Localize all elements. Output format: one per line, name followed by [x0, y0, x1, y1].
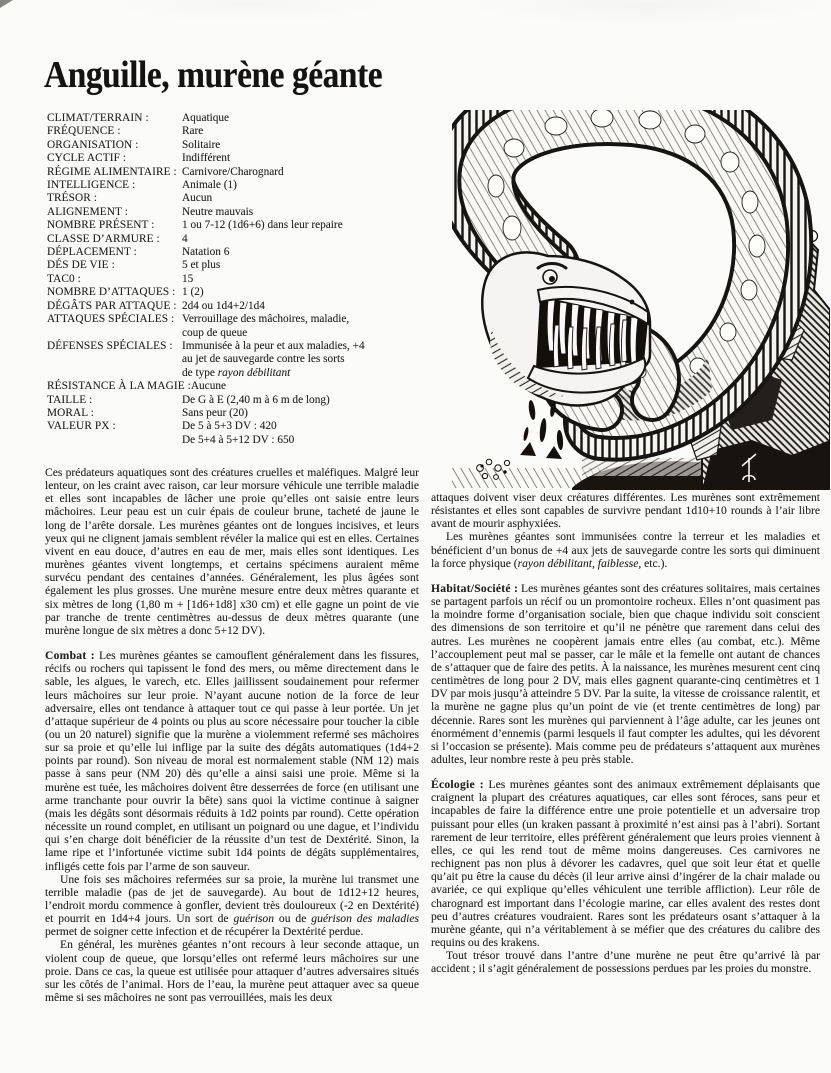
- stat-label: CLASSE D’ARMURE :: [47, 232, 160, 245]
- stat-value: [182, 259, 433, 272]
- text-run: Indifférent: [182, 152, 231, 165]
- text-run: Immunisée à la peur et aux maladies, +4: [182, 339, 365, 352]
- stat-row: [47, 219, 433, 232]
- stat-row: [47, 112, 433, 125]
- stat-value-line: [182, 246, 433, 259]
- stat-value-line: [182, 112, 433, 125]
- stat-row: [47, 300, 433, 313]
- stat-value-line: [182, 353, 433, 366]
- stat-value-line: [182, 327, 433, 340]
- stat-label: TAILLE :: [47, 393, 93, 406]
- paragraph: [45, 873, 419, 939]
- stat-value: [182, 192, 433, 205]
- text-run: attaques doivent viser deux créatures différentes. Les murènes sont extrêmement résistantes et elles sont capables de survivre pendant 1d10+10 rounds à l’air libre avant de mourir asphyxiées.: [431, 491, 820, 531]
- text-run: de type: [182, 366, 218, 379]
- stat-value-line: [182, 300, 433, 313]
- stat-label: VALEUR PX :: [47, 420, 116, 433]
- stat-value-line: [182, 420, 433, 433]
- stat-label: DÉFENSES SPÉCIALES :: [47, 339, 173, 352]
- italic-text: guérison: [233, 912, 275, 926]
- stat-value: [182, 300, 433, 313]
- stat-label: RÉSISTANCE À LA MAGIE :: [47, 380, 191, 393]
- italic-text: guérison des maladies: [311, 912, 419, 926]
- stat-block: [47, 112, 433, 447]
- stat-label: NOMBRE PRÉSENT :: [47, 219, 155, 232]
- stat-value-line: [182, 139, 433, 152]
- stat-row: [47, 273, 433, 286]
- stat-row: [47, 286, 433, 299]
- stat-value-line: [182, 434, 433, 447]
- text-run: etc.).: [641, 556, 668, 570]
- text-run: De 5+4 à 5+12 DV : 650: [182, 433, 295, 446]
- stat-value: [182, 112, 433, 125]
- stat-row: [47, 407, 433, 420]
- stat-value: [182, 233, 433, 246]
- stat-value: [182, 286, 433, 299]
- stat-value-line: [182, 125, 433, 138]
- stat-label: CLIMAT/TERRAIN :: [47, 112, 149, 124]
- stat-label: ALIGNEMENT :: [47, 205, 129, 218]
- text-run: 5 et plus: [182, 259, 221, 272]
- stat-value-line: [182, 179, 433, 192]
- stat-label: ATTAQUES SPÉCIALES :: [47, 313, 175, 326]
- stat-value: [182, 152, 433, 165]
- text-run: Les murènes géantes sont immunisées contre la terreur et les maladies et bénéficient d’un bonus de +4 aux jets de sauvegarde contre les sorts qui diminuent la force physique (: [431, 530, 820, 570]
- stat-value: [182, 246, 433, 259]
- stat-value: [182, 394, 433, 407]
- text-run: 1 (2): [182, 286, 204, 299]
- stat-value: [182, 219, 433, 232]
- stat-label: CYCLE ACTIF :: [47, 152, 127, 165]
- stat-value: [191, 380, 433, 393]
- text-run: Aquatique: [182, 112, 230, 124]
- text-run: permet de soigner cette infection et de récupérer la Dextérité perdue.: [45, 925, 364, 939]
- paragraph: [431, 530, 820, 569]
- text-run: Les murènes géantes sont des animaux extrêmement déplaisants que craignent la plupart des créatures aquatiques, car elles sont féroces, sans peur et incapables de faire la différence entre une proie potentielle et un adversaire trop puissant pour elles (un kraken passant à proximité n’est ainsi pas à l’abri). Sortant rarement de leur territoire, elles préfèrent généralement que leurs proies viennent à elles, ce qui les rend tout de même moins dangereuses. Ces carnivores ne rechignent pas non plus à dévorer les cadavres, quel que soit leur état et quelle qu’ait pu être la cause du décès (il leur arrive ainsi d’ingérer de la chair malade ou avariée, ce qui explique qu’elles véhiculent une terrible affliction). Leur rôle de charognard est important dans l’écologie marine, car elles avalent des restes dont peu d’autres créatures voudraient. Rares sont les prédateurs osant s’attaquer à la murène géante, qui n’a véritablement à se méfier que des créatures du calibre des requins ou des krakens.: [431, 778, 820, 949]
- text-run: coup de queue: [182, 326, 248, 339]
- stat-label: INTELLIGENCE :: [47, 179, 136, 192]
- page-title: Anguille, murène géante: [44, 54, 383, 97]
- stat-value-line: [182, 394, 433, 407]
- text-run: ou de: [274, 912, 312, 926]
- stat-value: [182, 125, 433, 138]
- stat-label: NOMBRE D’ATTAQUES :: [47, 286, 176, 299]
- stat-label: MORAL :: [47, 406, 95, 419]
- text-run: 2d4 ou 1d4+2/1d4: [182, 299, 265, 312]
- text-run: Les murènes géantes sont des créatures solitaires, mais certaines se partagent parfois un récif ou un promontoire rocheux. Elles n’ont quasiment pas la moindre forme d’organisation sociale, bien que chaque individu soit conscient des dimensions de son territoire et qu’il ne pénètre que rarement dans celui des autres. Les murènes ne coopèrent jamais entre elles (au combat, etc.). Même l’accouplement peut mal se passer, car le mâle et la femelle ont autant de chances de s’attaquer que de faire des petits. À la naissance, les murènes mesurent cent cinq centimètres de long pour 2 DV, mais elles gagnent quarante-cinq centimètres et 1 DV par mois jusqu’à atteindre 5 DV. Par la suite, la vitesse de croissance ralentit, et la murène ne gagne plus qu’un point de vie (et trente centimètres de long) par décennie. Rares sont les murènes qui parviennent à l’âge adulte, car les jeunes ont énormément d’ennemis (parmi lesquels il faut compter les adultes, qui les dévorent si l’occasion se présente). Mais comme peu de prédateurs s’attaquent aux murènes adultes, leur nombre reste à peu près stable.: [431, 581, 820, 766]
- stat-row: [47, 380, 433, 393]
- stat-row: [47, 152, 433, 165]
- section-paragraph: [431, 778, 820, 949]
- text-run: Natation 6: [182, 246, 230, 259]
- stat-row: [47, 420, 433, 447]
- text-run: Les murènes géantes se camouflent généralement dans les fissures, récifs ou rochers qui tapissent le fond des mers, ou même directement dans le sable, les algues, le varech, etc. Elles jaillissent soudainement pour refermer leurs mâchoires sur leur proie. N’ayant aucune notion de la force de leur adversaire, elles ont tendance à attaquer tout ce qui passe à leur portée. Un jet d’attaque supérieur de 4 points ou plus au score nécessaire pour toucher la cible (ou un 20 naturel) signifie que la murène a violemment refermé ses mâchoires sur sa proie et qu’elle lui inflige par la suite des dégâts automatiques (1d4+2 points par round). Son niveau de moral est normalement stable (NM 12) mais passe à sans peur (NM 20) dès qu’elle a ainsi saisi une proie. Même si la murène est tuée, les mâchoires doivent être desserrées de force (en utilisant une arme tranchante pour ouvrir la bête) sans quoi la victime continue à saigner (mais les dégâts sont désormais réduits à 1d2 points par round). Cette opération nécessite un round complet, en utilisant un poignard ou une dague, et l’individu qui s’en charge doit bénéficier de la réussite d’un test de Dextérité. Sinon, la lame ripe et l’infortunée victime subit 1d4 points de dégâts supplémentaires, infligés cette fois par l’arme de son sauveur.: [45, 649, 419, 873]
- section-heading: Écologie :: [431, 778, 484, 792]
- text-run: De G à E (2,40 m à 6 m de long): [182, 393, 330, 406]
- stat-value-line: [182, 407, 433, 420]
- stat-label: ORGANISATION :: [47, 138, 139, 151]
- stat-value-line: [182, 273, 433, 286]
- stat-row: [47, 313, 433, 340]
- stat-value: [182, 340, 433, 380]
- italic-text: rayon débilitant, faiblesse,: [517, 556, 642, 570]
- text-run: Animale (1): [182, 179, 237, 192]
- text-run: au jet de sauvegarde contre les sorts: [182, 353, 345, 366]
- text-run: Ces prédateurs aquatiques sont des créatures cruelles et maléfiques. Malgré leur lenteur, on les craint avec raison, car leur morsure véhicule une terrible maladie et elles sont incapables de lâcher une proie qu’elles ont saisie entre leurs mâchoires. Leur peau est un cuir épais de couleur brune, tacheté de jaune le long de l’arête dorsale. Les murènes géantes ont de longues incisives, et leurs yeux qui ne clignent jamais semblent révéler la malice qui est en elles. Certaines vivent en eau douce, d’autres en eau de mer, mais elles sont identiques. Les murènes géantes vivent longtemps, et certains spécimens auraient même survécu pendant des centaines d’années. Généralement, les plus âgées sont également les plus grosses. Une murène mesure entre deux mètres quarante et six mètres de long (1,80 m + [1d6+1d8] x30 cm) et elle gagne un point de vie par tranche de trente centimètres au-dessus de deux mètres quarante (une murène longue de six mètres a donc 5+12 DV).: [45, 466, 419, 637]
- stat-label: DÉGÂTS PAR ATTAQUE :: [47, 299, 177, 312]
- stat-value-line: [182, 233, 433, 246]
- text-run: Carnivore/Charognard: [182, 165, 284, 178]
- section-paragraph: [431, 582, 820, 766]
- stat-value-line: [182, 340, 433, 353]
- stat-value: [182, 206, 433, 219]
- scan-corner-artifact: [0, 0, 13, 8]
- body-text-left-column: [45, 466, 419, 1004]
- paragraph: [45, 938, 419, 1004]
- stat-row: [47, 394, 433, 407]
- stat-row: [47, 179, 433, 192]
- italic-text: rayon débilitant: [217, 366, 291, 379]
- stat-value-line: [182, 219, 433, 232]
- stat-value: [182, 313, 433, 340]
- text-run: 1 ou 7-12 (1d6+6) dans leur repaire: [182, 219, 343, 232]
- stat-label: TAC0 :: [47, 272, 81, 285]
- text-run: En général, les murènes géantes n’ont recours à leur seconde attaque, un violent coup de queue, que lorsqu’elles ont refermé leurs mâchoires sur une proie. Dans ce cas, la queue est utilisée pour attaquer d’autres adversaires situés sur les côtés de l’animal. Hors de l’eau, la murène peut attaquer avec sa queue même si ses mâchoires ne sont pas verrouillées, mais les deux: [45, 938, 419, 1005]
- text-run: 15: [182, 272, 194, 285]
- text-run: Solitaire: [182, 138, 221, 151]
- text-run: Aucune: [190, 380, 227, 393]
- stat-row: [47, 206, 433, 219]
- stat-row: [47, 340, 433, 380]
- stat-value-line: [182, 367, 433, 380]
- stat-value: [182, 166, 433, 179]
- text-run: Rare: [182, 125, 204, 138]
- stat-row: [47, 125, 433, 138]
- text-run: 4: [182, 232, 188, 245]
- stat-value-line: [182, 166, 433, 179]
- stat-value: [182, 139, 433, 152]
- stat-value-line: [182, 206, 433, 219]
- moray-eel-drawing: [452, 110, 830, 490]
- section-paragraph: [45, 649, 419, 873]
- text-run: De 5 à 5+3 DV : 420: [182, 420, 277, 433]
- stat-value-line: [182, 286, 433, 299]
- text-run: Neutre mauvais: [182, 205, 254, 218]
- stat-value-line: [191, 380, 433, 393]
- text-run: Verrouillage des mâchoires, maladie,: [182, 313, 350, 326]
- stat-value: [182, 420, 433, 447]
- moray-eel-illustration: [452, 110, 830, 490]
- stat-row: [47, 233, 433, 246]
- stat-label: DÉS DE VIE :: [47, 259, 115, 272]
- stat-row: [47, 139, 433, 152]
- text-run: Aucun: [182, 192, 213, 205]
- section-heading: Combat :: [45, 649, 95, 663]
- stat-row: [47, 259, 433, 272]
- stat-value: [182, 407, 433, 420]
- stat-row: [47, 192, 433, 205]
- stat-value-line: [182, 313, 433, 326]
- stat-label: FRÉQUENCE :: [47, 125, 121, 138]
- stat-value-line: [182, 192, 433, 205]
- text-run: Sans peur (20): [182, 406, 248, 419]
- stat-label: RÉGIME ALIMENTAIRE :: [47, 165, 177, 178]
- text-run: Tout trésor trouvé dans l’antre d’une murène ne peut être qu’arrivé là par accident ; il s’agit généralement de possessions perdues par les proies du monstre.: [431, 949, 820, 976]
- eel-head: [482, 253, 650, 406]
- stat-value-line: [182, 259, 433, 272]
- stat-label: DÉPLACEMENT :: [47, 246, 137, 259]
- section-heading: Habitat/Société :: [431, 581, 519, 595]
- stat-value-line: [182, 152, 433, 165]
- stat-value: [182, 273, 433, 286]
- eel-nostril: [630, 300, 635, 305]
- stat-value: [182, 179, 433, 192]
- stat-row: [47, 166, 433, 179]
- body-text-right-column: [431, 491, 820, 975]
- text-run: Une fois ses mâchoires refermées sur sa proie, la murène lui transmet une terrible maladie (pas de jet de sauvegarde). Au bout de 1d12+12 heures, l’endroit mordu commence à gonfler, devient très douloureux (-2 en Dextérité) et pourrit en 1d4+4 jours. Un sort de: [45, 872, 419, 926]
- paragraph: [431, 491, 820, 530]
- paragraph: [45, 466, 419, 637]
- stat-label: TRÉSOR :: [47, 192, 98, 205]
- stat-row: [47, 246, 433, 259]
- paragraph: [431, 949, 820, 975]
